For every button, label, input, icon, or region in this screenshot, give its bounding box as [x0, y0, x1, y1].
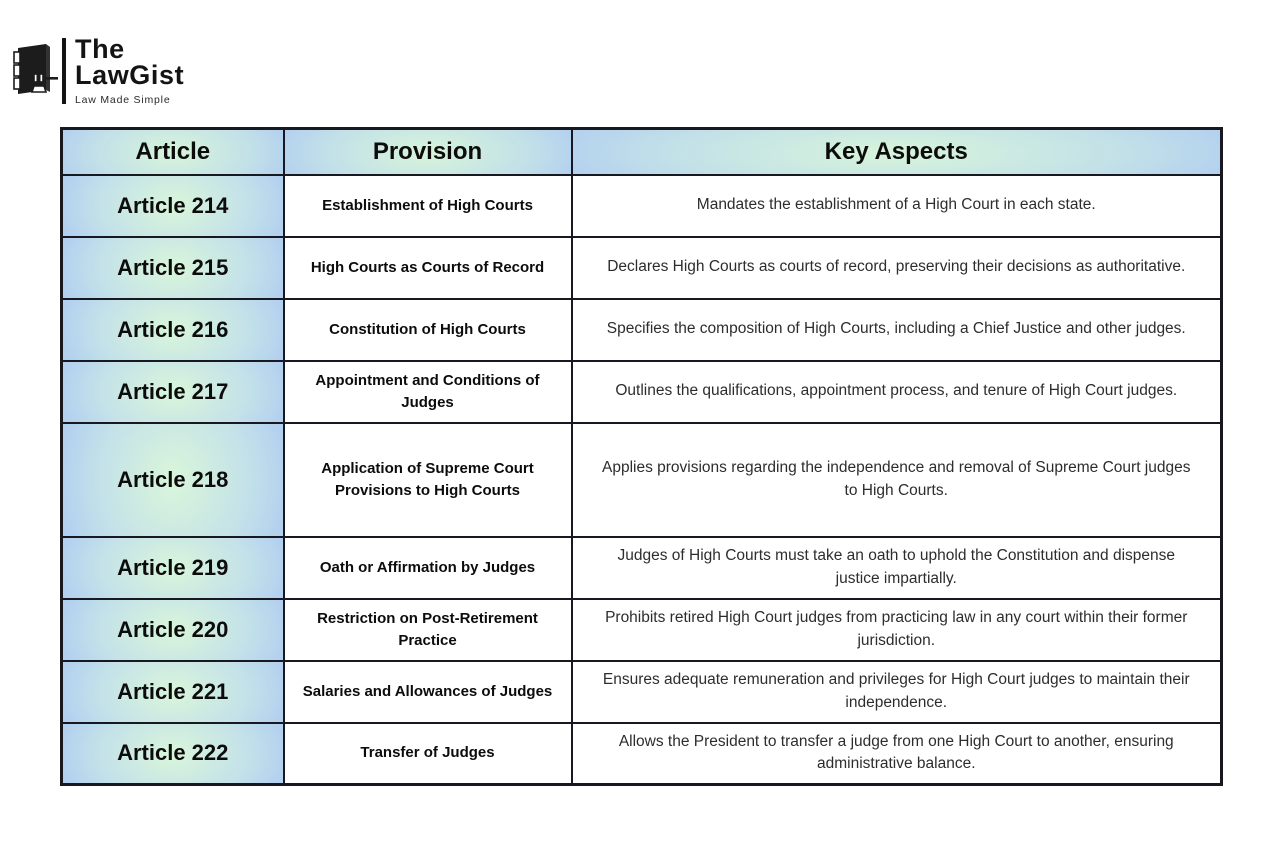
table-row: [62, 175, 1222, 237]
table-row: [62, 237, 1222, 299]
key-aspects-cell: Ensures adequate remuneration and privileges for High Court judges to maintain their independence.: [572, 661, 1222, 723]
brand-title-line1: The: [75, 34, 125, 64]
provision-cell: Salaries and Allowances of Judges: [284, 661, 572, 723]
header-article: Article: [62, 129, 284, 175]
provision-cell: Transfer of Judges: [284, 723, 572, 785]
table-header-row: [62, 129, 1222, 175]
logo-divider: [62, 38, 66, 104]
key-aspects-cell: Prohibits retired High Court judges from practicing law in any court within their former jurisdiction.: [572, 599, 1222, 661]
article-cell: Article 222: [62, 723, 284, 785]
key-aspects-cell: Mandates the establishment of a High Court in each state.: [572, 175, 1222, 237]
key-aspects-cell: Outlines the qualifications, appointment process, and tenure of High Court judges.: [572, 361, 1222, 423]
brand-logo: [8, 36, 184, 106]
table-row: [62, 423, 1222, 537]
header-key-aspects: Key Aspects: [572, 129, 1222, 175]
table-row: [62, 599, 1222, 661]
key-aspects-cell: Declares High Courts as courts of record, preserving their decisions as authoritative.: [572, 237, 1222, 299]
article-cell: Article 218: [62, 423, 284, 537]
table-row: [62, 299, 1222, 361]
key-aspects-cell: Judges of High Courts must take an oath to uphold the Constitution and dispense justice impartially.: [572, 537, 1222, 599]
article-cell: Article 221: [62, 661, 284, 723]
brand-title-line2: LawGist: [75, 60, 185, 91]
book-gavel-icon: [8, 40, 60, 102]
header-provision: Provision: [284, 129, 572, 175]
provision-cell: High Courts as Courts of Record: [284, 237, 572, 299]
article-cell: Article 219: [62, 537, 284, 599]
table-body: [62, 175, 1222, 785]
article-cell: Article 215: [62, 237, 284, 299]
provision-cell: Establishment of High Courts: [284, 175, 572, 237]
table-row: [62, 661, 1222, 723]
article-cell: Article 214: [62, 175, 284, 237]
article-cell: Article 220: [62, 599, 284, 661]
article-cell: Article 217: [62, 361, 284, 423]
key-aspects-cell: Specifies the composition of High Courts, including a Chief Justice and other judges.: [572, 299, 1222, 361]
table-row: [62, 537, 1222, 599]
provision-cell: Constitution of High Courts: [284, 299, 572, 361]
provision-cell: Restriction on Post-Retirement Practice: [284, 599, 572, 661]
key-aspects-cell: Applies provisions regarding the independence and removal of Supreme Court judges to High Courts.: [572, 423, 1222, 537]
key-aspects-cell: Allows the President to transfer a judge from one High Court to another, ensuring administrative balance.: [572, 723, 1222, 785]
articles-table: [60, 127, 1223, 786]
provision-cell: Appointment and Conditions of Judges: [284, 361, 572, 423]
table-row: [62, 723, 1222, 785]
provision-cell: Oath or Affirmation by Judges: [284, 537, 572, 599]
brand-tagline: Law Made Simple: [75, 93, 171, 106]
provision-cell: Application of Supreme Court Provisions to High Courts: [284, 423, 572, 537]
table-row: [62, 361, 1222, 423]
article-cell: Article 216: [62, 299, 284, 361]
